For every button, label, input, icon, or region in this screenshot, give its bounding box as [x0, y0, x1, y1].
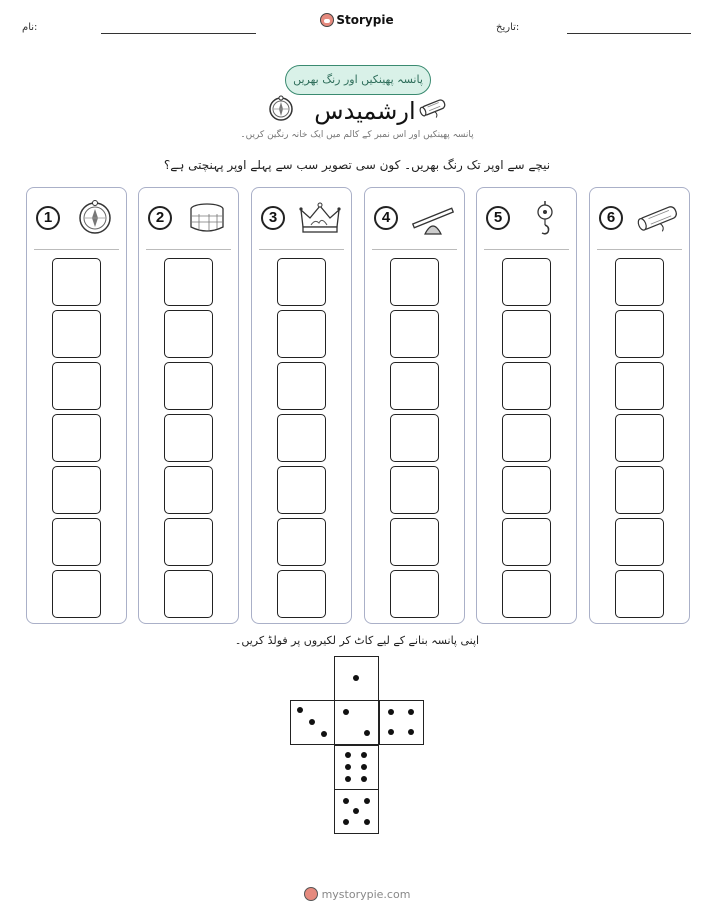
dice-face-4 [379, 700, 424, 745]
column-header [365, 188, 464, 250]
column-3 [251, 187, 352, 624]
column-header [27, 188, 126, 250]
color-box[interactable] [277, 570, 326, 618]
color-box[interactable] [390, 362, 439, 410]
color-box[interactable] [277, 518, 326, 566]
color-box[interactable] [52, 310, 101, 358]
dice-pip [321, 731, 327, 737]
dice-pip [364, 798, 370, 804]
scroll-icon [635, 200, 681, 236]
question: نیچے سے اوپر تک رنگ بھریں۔ کون سی تصویر سب سے پہلے اوپر پہنچتی ہے؟ [163, 158, 551, 172]
color-box[interactable] [615, 570, 664, 618]
subtitle: پانسہ پھینکیں اور اس نمبر کے کالم میں ایک خانہ رنگین کریں۔ [240, 130, 474, 140]
color-box[interactable] [502, 258, 551, 306]
color-box[interactable] [615, 414, 664, 462]
color-box[interactable] [164, 258, 213, 306]
column-number: 6 [599, 206, 623, 230]
column-divider [372, 249, 457, 250]
column-header [477, 188, 576, 250]
dice-pip [388, 729, 394, 735]
color-box[interactable] [615, 466, 664, 514]
column-number: 3 [261, 206, 285, 230]
bear-logo-icon [320, 13, 334, 27]
color-box[interactable] [390, 518, 439, 566]
dice-pip [388, 709, 394, 715]
color-box[interactable] [390, 414, 439, 462]
color-box[interactable] [164, 518, 213, 566]
color-box[interactable] [502, 466, 551, 514]
name-label: نام: [22, 22, 38, 33]
color-box[interactable] [164, 310, 213, 358]
dice-face-2 [334, 700, 379, 745]
column-divider [259, 249, 344, 250]
color-box[interactable] [52, 466, 101, 514]
color-box[interactable] [390, 570, 439, 618]
dice-pip [408, 729, 414, 735]
dice-face-6 [334, 745, 379, 790]
dice-pip [353, 808, 359, 814]
column-6 [589, 187, 690, 624]
dice-pip [343, 819, 349, 825]
color-box[interactable] [615, 362, 664, 410]
color-box[interactable] [615, 310, 664, 358]
page-title: ارشمیدس [314, 97, 416, 125]
scroll-icon [418, 95, 448, 119]
activity-pill: پانسہ پھینکیں اور رنگ بھریں [285, 65, 431, 95]
color-box[interactable] [52, 414, 101, 462]
color-box[interactable] [277, 362, 326, 410]
dice-pip [361, 764, 367, 770]
pulley-icon [522, 200, 568, 236]
column-number: 4 [374, 206, 398, 230]
column-5 [476, 187, 577, 624]
dice-pip [353, 675, 359, 681]
column-divider [597, 249, 682, 250]
color-box[interactable] [277, 310, 326, 358]
color-box[interactable] [164, 414, 213, 462]
dice-face-1 [334, 656, 379, 701]
dice-pip [343, 709, 349, 715]
lever-icon [410, 200, 456, 236]
dice-pip [297, 707, 303, 713]
cut-instruction: اپنی پانسہ بنانے کے لیے کاٹ کر لکیروں پر فولڈ کریں۔ [234, 634, 480, 647]
color-box[interactable] [390, 310, 439, 358]
color-box[interactable] [52, 362, 101, 410]
color-box[interactable] [502, 518, 551, 566]
color-box[interactable] [502, 414, 551, 462]
column-header [252, 188, 351, 250]
date-label: تاریخ: [496, 22, 520, 33]
compass-icon [268, 95, 294, 123]
date-line[interactable] [567, 33, 691, 34]
column-divider [484, 249, 569, 250]
color-box[interactable] [277, 414, 326, 462]
color-box[interactable] [615, 258, 664, 306]
brand-logo: Storypie [0, 13, 714, 27]
dice-face-5 [334, 789, 379, 834]
column-2 [138, 187, 239, 624]
name-line[interactable] [101, 33, 256, 34]
dice-pip [345, 752, 351, 758]
color-box[interactable] [502, 570, 551, 618]
compass-icon [72, 200, 118, 236]
color-box[interactable] [164, 362, 213, 410]
column-4 [364, 187, 465, 624]
dice-pip [345, 764, 351, 770]
color-box[interactable] [390, 258, 439, 306]
color-box[interactable] [52, 570, 101, 618]
footer: mystorypie.com [0, 887, 714, 901]
dice-pip [361, 752, 367, 758]
column-header [139, 188, 238, 250]
color-box[interactable] [615, 518, 664, 566]
column-divider [146, 249, 231, 250]
color-box[interactable] [52, 258, 101, 306]
dice-pip [309, 719, 315, 725]
color-box[interactable] [390, 466, 439, 514]
bear-logo-icon [304, 887, 318, 901]
column-number: 5 [486, 206, 510, 230]
color-box[interactable] [164, 466, 213, 514]
column-number: 2 [148, 206, 172, 230]
dice-pip [345, 776, 351, 782]
well-icon [184, 200, 230, 236]
title-row [0, 95, 714, 129]
column-1 [26, 187, 127, 624]
color-box[interactable] [502, 362, 551, 410]
color-box[interactable] [164, 570, 213, 618]
dice-pip [364, 730, 370, 736]
dice-pip [364, 819, 370, 825]
dice-pip [361, 776, 367, 782]
column-number: 1 [36, 206, 60, 230]
color-box[interactable] [52, 518, 101, 566]
color-box[interactable] [502, 310, 551, 358]
dice-pip [343, 798, 349, 804]
dice-face-3 [290, 700, 335, 745]
color-box[interactable] [277, 466, 326, 514]
column-divider [34, 249, 119, 250]
dice-pip [408, 709, 414, 715]
column-header [590, 188, 689, 250]
crown-icon [297, 200, 343, 236]
color-box[interactable] [277, 258, 326, 306]
